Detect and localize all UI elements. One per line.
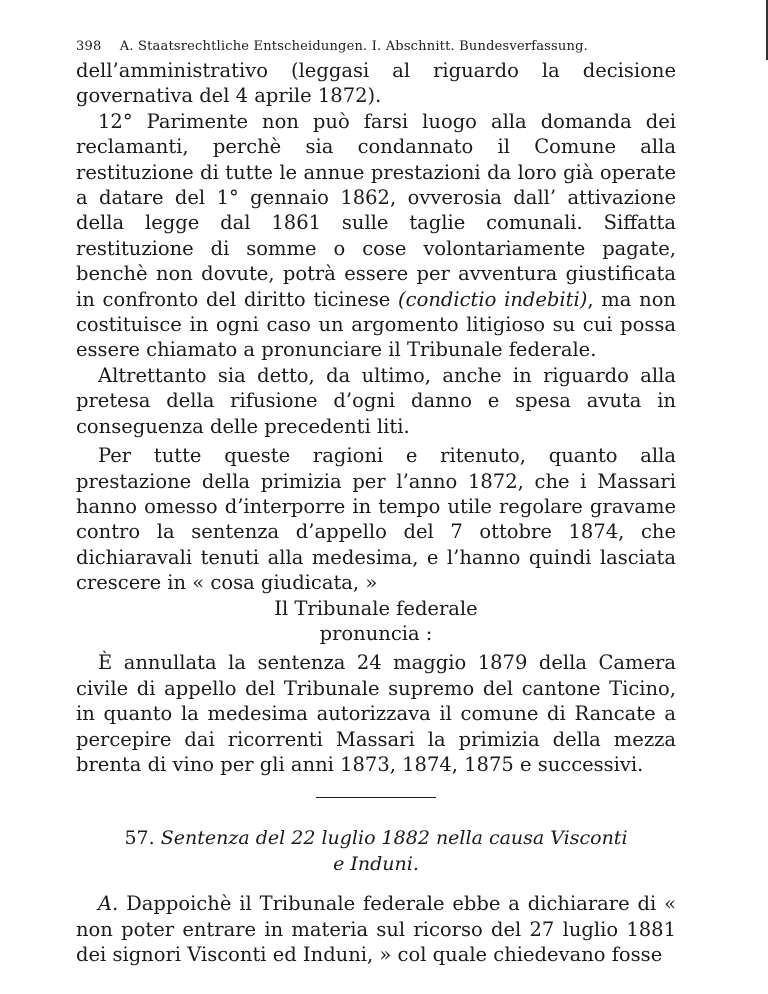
court-name: Il Tribunale federale <box>274 596 478 620</box>
case-title <box>76 826 676 877</box>
section-a-label: A. <box>98 892 119 916</box>
running-header <box>76 36 676 58</box>
section-a <box>76 891 676 967</box>
paragraph-continuation: dell’amministrativo (leggasi al riguardo la decisione governativa del 4 aprile 1872). <box>76 59 676 108</box>
paragraph-12 <box>76 109 676 363</box>
body-text <box>76 58 676 777</box>
latin-term: (condictio indebiti) <box>398 287 588 311</box>
case-title-line2: e Induni. <box>333 852 419 875</box>
paragraph-ruling: È annullata la sentenza 24 maggio 1879 della Camera civile di appello del Tribunale supremo del cantone Ticino, in quanto la medesima autorizzava il comune di Rancate a percepire dai ricorrenti Massari la primizia della mezza brenta di vino per gli anni 1873, 1874, 1875 e successivi. <box>76 651 676 776</box>
section-a-text: Dappoichè il Tribunale federale ebbe a dichiarare di « non poter entrare in materia sul ricorso del 27 luglio 1881 dei signori Visconti ed Induni, » col quale chiedevano fosse <box>76 892 677 966</box>
case-title-line1: Sentenza del 22 luglio 1882 nella causa Visconti <box>160 827 628 850</box>
paragraph-altrettanto: Altrettanto sia detto, da ultimo, anche in riguardo alla pretesa della rifusione d’ogni danno e spesa avuta in conseguenza delle precedenti liti. <box>76 363 676 438</box>
section-divider <box>316 797 436 798</box>
case-number: 57. <box>124 827 155 850</box>
paragraph-12-text: 12° Parimente non può farsi luogo alla domanda dei reclamanti, perchè sia condannato il Comune alla restituzione di tutte le annue prestazioni da loro già operate a datare del 1° gennaio 1862, ovverosia dall’ attivazione della legge dal 1861 sulle taglie comunali. Siffatta restituzione di somme o cose volontariamente pagate, benchè non dovute, potrà essere per avventura giustificata in confronto del diritto ticinese <box>76 109 676 311</box>
document-page <box>76 36 676 967</box>
paragraph-considerations: Per tutte queste ragioni e ritenuto, quanto alla prestazione della primizia per l’anno 1872, che i Massari hanno omesso d’interporre in tempo utile regolare gravame contro la sentenza d’appello del 7 ottobre 1874, che dichiaravali tenuti alla medesima, e l’hanno quindi lasciata crescere in « cosa giudicata, » <box>76 444 676 595</box>
running-title: A. Staatsrechtliche Entscheidungen. I. Abschnitt. Bundesverfassung. <box>119 39 588 54</box>
page-number: 398 <box>76 39 102 54</box>
paragraph-12-end: , ma non costituisce in ogni caso un argomento litigioso su cui possa essere chiamato a pronunciare il Tribunale federale. <box>76 287 676 362</box>
pronounces-heading: pronuncia : <box>319 621 433 645</box>
